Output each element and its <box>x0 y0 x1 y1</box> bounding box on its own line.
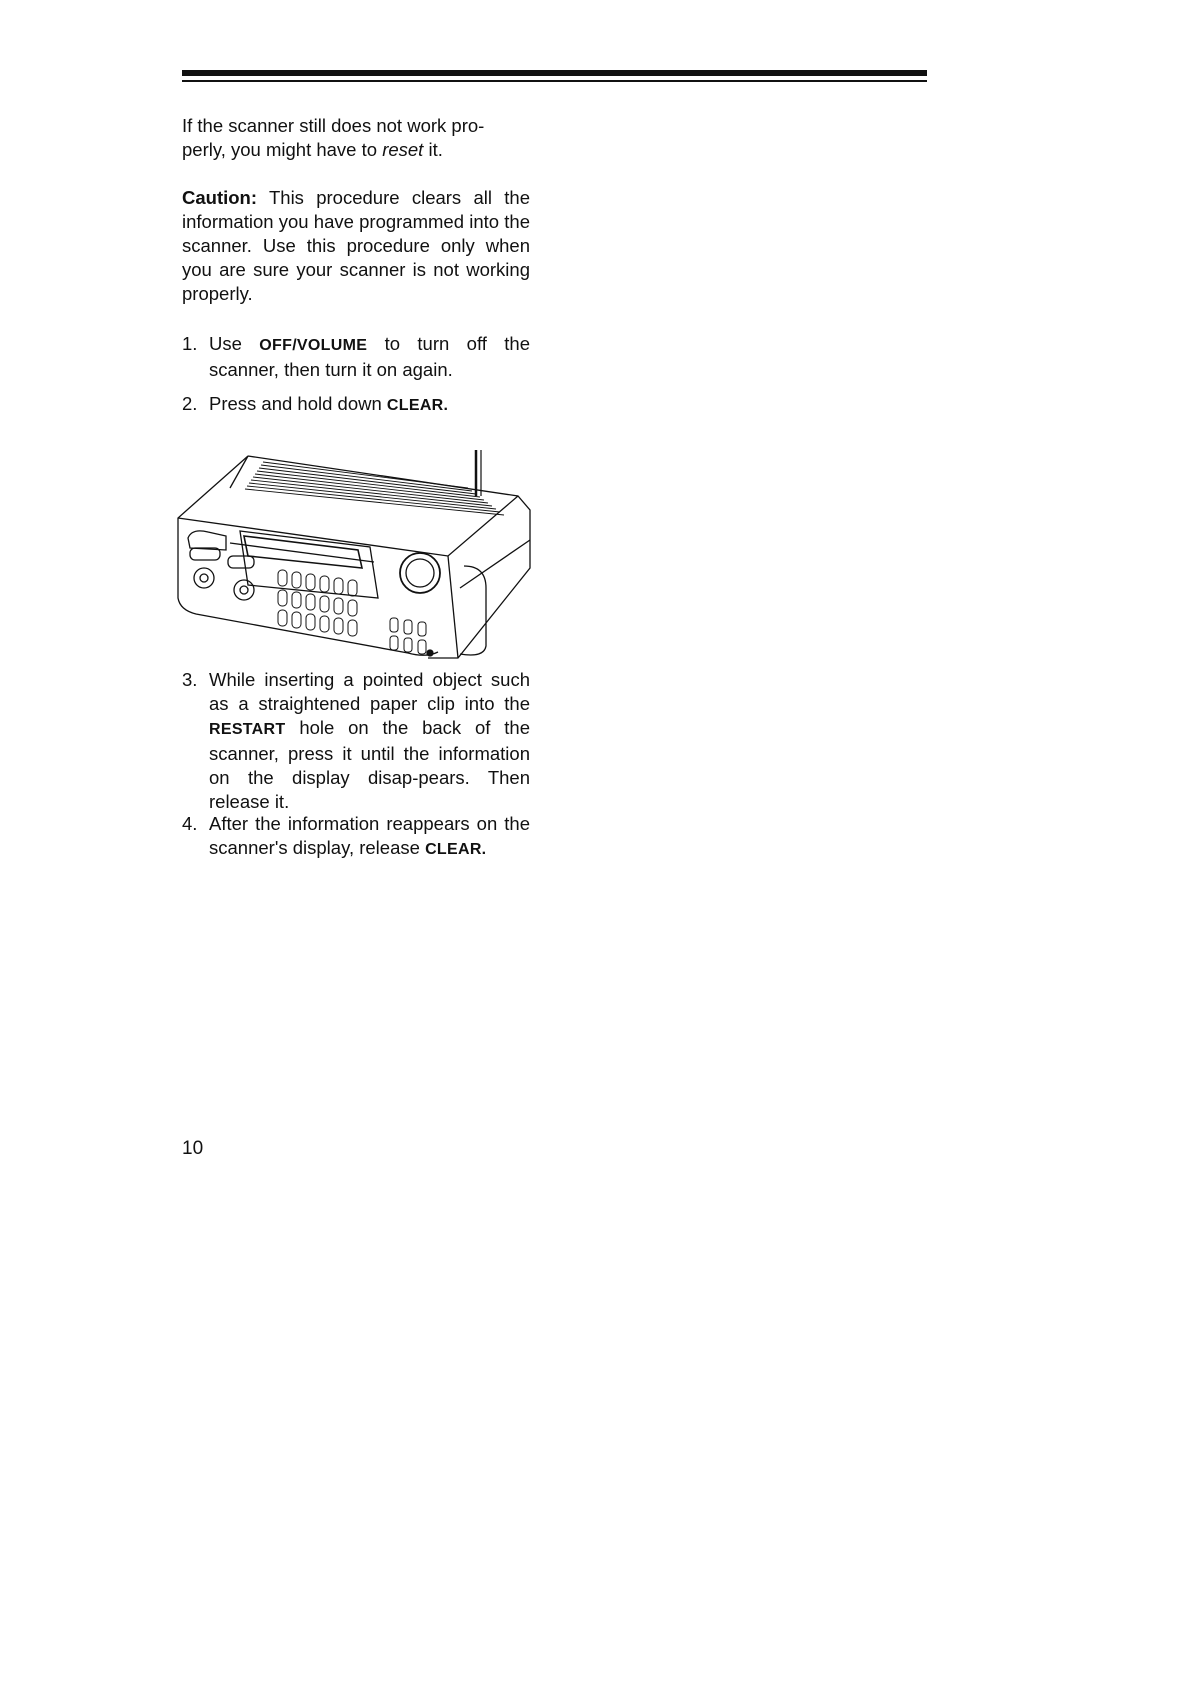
header-rule-thin <box>182 80 927 82</box>
scanner-radio-illustration <box>168 448 548 678</box>
step-number: 1. <box>182 333 198 354</box>
step-key-label: RESTART <box>209 721 286 738</box>
step-number: 2. <box>182 393 198 414</box>
caution-paragraph <box>182 186 530 306</box>
step-1 <box>182 332 530 382</box>
intro-reset-word: reset <box>382 139 424 160</box>
step-key-label: CLEAR. <box>386 397 449 414</box>
step-text: Press and hold down <box>209 393 382 414</box>
intro-line-a: If the scanner still does not work pro- <box>182 115 485 136</box>
step-number: 3. <box>182 669 198 690</box>
caution-text: This procedure clears all the information you have programmed into the scanner. Use this procedure only when you are sure your scanner is not working properly. <box>182 187 530 304</box>
step-text: hole on the back of the scanner, press it until the information on the display disap-pears. Then release it. <box>209 717 530 812</box>
step-key-label: OFF/VOLUME <box>259 337 368 354</box>
intro-paragraph <box>182 114 530 162</box>
page-number: 10 <box>182 1138 204 1159</box>
step-2 <box>182 392 530 418</box>
step-key-label: CLEAR. <box>425 841 487 858</box>
header-rule-thick <box>182 70 927 76</box>
caution-label: Caution: <box>182 187 258 208</box>
step-text: Use <box>209 333 242 354</box>
step-text: to turn off the scanner, then turn it on again. <box>209 333 530 380</box>
step-text: After the information reappears on the scanner's display, release <box>209 813 530 858</box>
intro-line-b-end: it. <box>428 139 443 160</box>
intro-line-b: perly, you might have to <box>182 139 378 160</box>
step-text: While inserting a pointed object such as a straightened paper clip into the <box>209 669 530 714</box>
step-4 <box>182 812 530 862</box>
step-3 <box>182 668 530 814</box>
step-number: 4. <box>182 813 198 834</box>
